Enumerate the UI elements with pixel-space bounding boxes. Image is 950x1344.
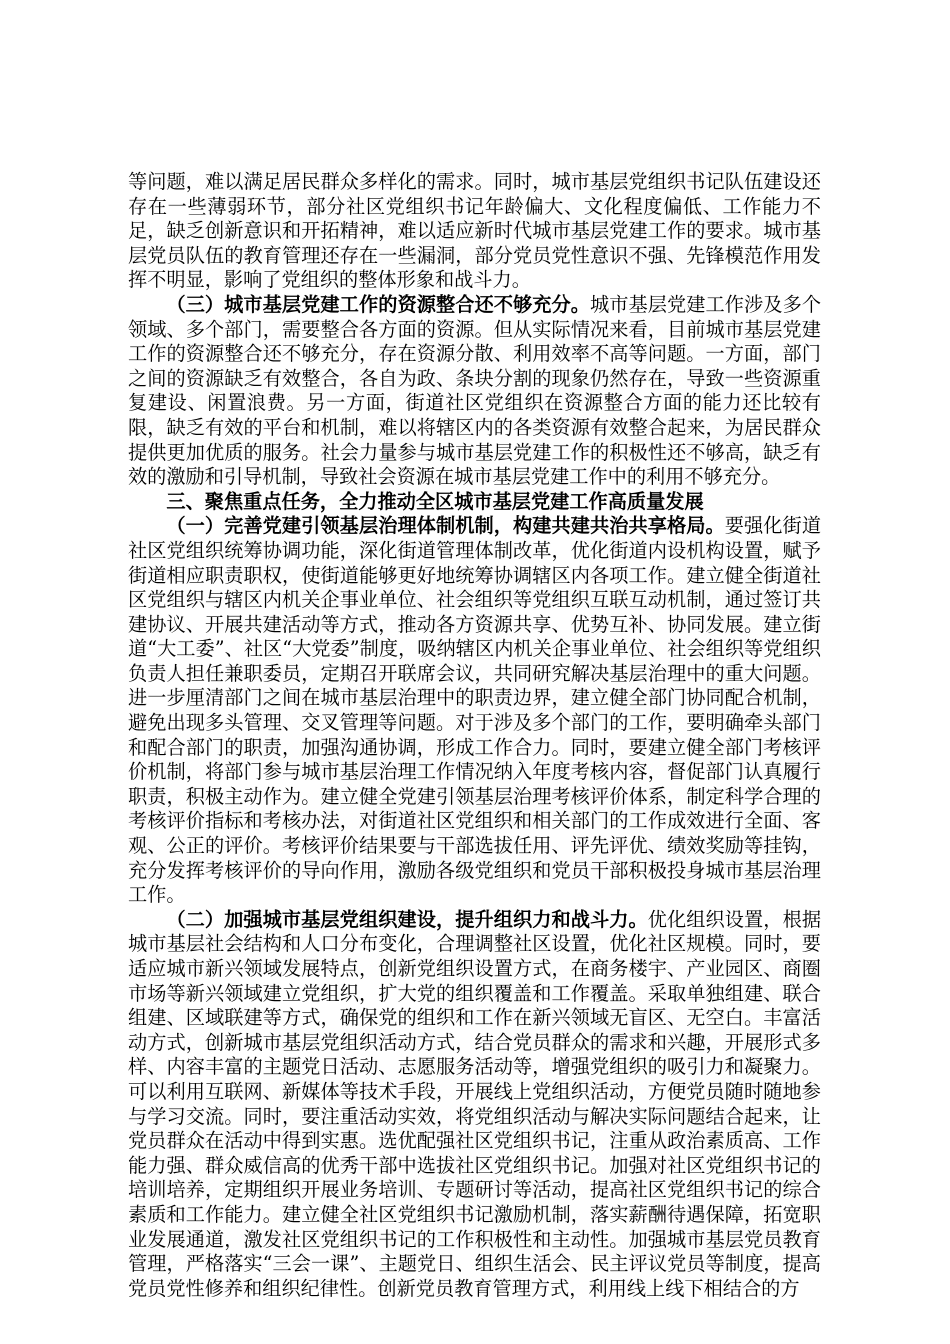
paragraph-text: 优化组织设置，根据城市基层社会结构和人口分布变化，合理调整社区设置，优化社区规模。同时，要适应城市新兴领域发展特点，创新党组织设置方式，在商务楼宇、产业园区、商圈市场等新兴领域建立党组织，扩大党的组织覆盖和工作覆盖。采取单独组建、联合组建、区域联建等方式，确保党的组织和工作在新兴领域无盲区、无空白。丰富活动方式，创新城市基层党组织活动方式，结合党员群众的需求和兴趣，开展形式多样、内容丰富的主题党日活动、志愿服务活动等，增强党组织的吸引力和凝聚力。可以利用互联网、新媒体等技术手段，开展线上党组织活动，方便党员随时随地参与学习交流。同时，要注重活动实效，将党组织活动与解决实际问题结合起来，让党员群众在活动中得到实惠。选优配强社区党组织书记，注重从政治素质高、工作能力强、群众威信高的优秀干部中选拔社区党组织书记。加强对社区党组织书记的培训培养，定期组织开展业务培训、专题研讨等活动，提高社区党组织书记的综合素质和工作能力。建立健全社区党组织书记激励机制，落实薪酬待遇保障，拓宽职业发展通道，激发社区党组织书记的工作积极性和主动性。加强城市基层党员教育管理，严格落实“三会一课”、主题党日、组织生活会、民主评议党员等制度，提高党员党性修养和组织纪律性。创新党员教育管理方式，利用线上线下相结合的方 bbox=[128, 907, 822, 1300]
paragraph-continuation: 等问题，难以满足居民群众多样化的需求。同时，城市基层党组织书记队伍建设还存在一些薄弱环节，部分社区党组织书记年龄偏大、文化程度偏低、工作能力不足，缺乏创新意识和开拓精神，难以适应新时代城市基层党建工作的要求。城市基层党员队伍的教育管理还存在一些漏洞，部分党员党性意识不强、先锋模范作用发挥不明显，影响了党组织的整体形象和战斗力。 bbox=[128, 170, 821, 292]
paragraph-text: 要强化街道社区党组织统筹协调功能，深化街道管理体制改革，优化街道内设机构设置，赋予街道相应职责职权，使街道能够更好地统筹协调辖区内各项工作。建立健全街道社区党组织与辖区内机关企事业单位、社会组织等党组织互联互动机制，通过签订共建协议、开展共建活动等方式，推动各方资源共享、优势互补、协同发展。建立街道“大工委”、社区“大党委”制度，吸纳辖区内机关企事业单位、社会组织等党组织负责人担任兼职委员，定期召开联席会议，共同研究解决基层治理中的重大问题。进一步厘清部门之间在城市基层治理中的职责边界，建立健全部门协同配合机制，避免出现多头管理、交叉管理等问题。对于涉及多个部门的工作，要明确牵头部门和配合部门的职责，加强沟通协调，形成工作合力。同时，要建立健全部门考核评价机制，将部门参与城市基层治理工作情况纳入年度考核内容，督促部门认真履行职责，积极主动作为。建立健全党建引领基层治理考核评价体系，制定科学合理的考核评价指标和考核办法，对街道社区党组织和相关部门的工作成效进行全面、客观、公正的评价。考核评价结果要与干部选拔任用、评先评优、绩效奖励等挂钩，充分发挥考核评价的导向作用，激励各级党组织和党员干部积极投身城市基层治理工作。 bbox=[128, 514, 822, 907]
paragraph-text: 城市基层党建工作涉及多个领域、多个部门，需要整合各方面的资源。但从实际情况来看，目前城市基层党建工作的资源整合还不够充分，存在资源分散、利用效率不高等问题。一方面，部门之间的资源缺乏有效整合，各自为政、条块分割的现象仍然存在，导致一些资源重复建设、闲置浪费。另一方面，街道社区党组织在资源整合方面的能力还比较有限，缺乏有效的平台和机制，难以将辖区内的各类资源有效整合起来，为居民群众提供更加优质的服务。社会力量参与城市基层党建工作的积极性还不够高，缺乏有效的激励和引导机制，导致社会资源在城市基层党建工作中的利用不够充分。 bbox=[128, 292, 822, 489]
paragraph-governance-mechanism bbox=[128, 514, 821, 908]
paragraph-organization-building bbox=[128, 908, 821, 1302]
paragraph-heading: （一）完善党建引领基层治理体制机制，构建共建共治共享格局。 bbox=[166, 514, 725, 538]
paragraph-heading: （三）城市基层党建工作的资源整合还不够充分。 bbox=[166, 292, 591, 316]
document-body bbox=[128, 170, 821, 1301]
paragraph-resource-integration bbox=[128, 293, 821, 490]
section-heading: 三、聚焦重点任务，全力推动全区城市基层党建工作高质量发展 bbox=[166, 489, 704, 513]
paragraph-heading: （二）加强城市基层党组织建设，提升组织力和战斗力。 bbox=[166, 907, 648, 931]
